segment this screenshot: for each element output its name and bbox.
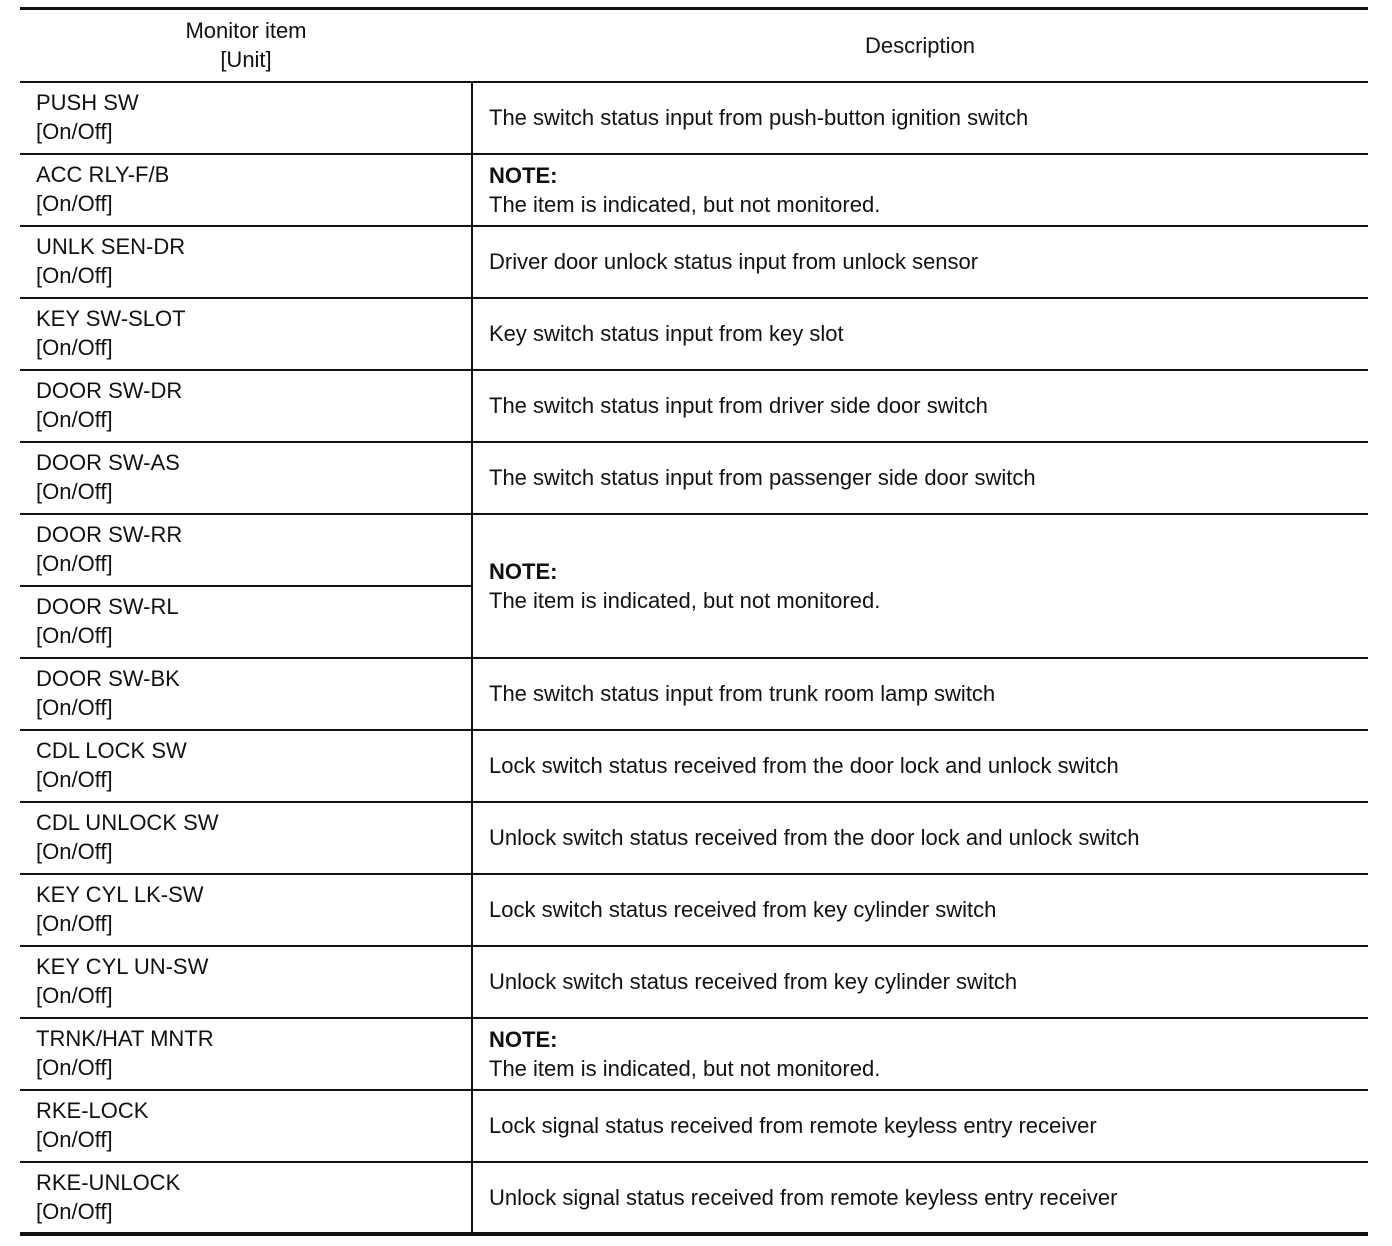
monitor-item-name: DOOR SW-DR (36, 377, 183, 403)
table-row (20, 226, 1368, 298)
monitor-item-name: DOOR SW-AS (36, 449, 180, 475)
monitor-item-unit: [On/Off] (36, 910, 113, 936)
monitor-item-name: RKE-UNLOCK (36, 1169, 181, 1195)
monitor-item-cell (20, 514, 472, 586)
monitor-item-cell (20, 802, 472, 874)
monitor-item-unit: [On/Off] (36, 118, 113, 144)
description-cell: Unlock switch status received from the door lock and unlock switch (472, 802, 1368, 874)
note-label: NOTE: (489, 1026, 558, 1052)
monitor-item-cell (20, 442, 472, 514)
description-cell: The switch status input from driver side door switch (472, 370, 1368, 442)
table-row (20, 658, 1368, 730)
monitor-item-cell (20, 154, 472, 226)
table-row (20, 514, 1368, 586)
monitor-item-name: KEY SW-SLOT (36, 305, 186, 331)
description-cell (472, 154, 1368, 226)
monitor-item-unit: [On/Off] (36, 766, 113, 792)
monitor-item-cell (20, 1090, 472, 1162)
monitor-item-cell (20, 370, 472, 442)
note-label: NOTE: (489, 558, 558, 584)
note-text: The item is indicated, but not monitored. (489, 191, 881, 217)
monitor-item-header-unit: [Unit] (220, 47, 272, 73)
monitor-item-unit: [On/Off] (36, 982, 113, 1008)
monitor-item-cell (20, 730, 472, 802)
table-row (20, 1018, 1368, 1090)
monitor-item-name: KEY CYL LK-SW (36, 881, 204, 907)
monitor-item-cell (20, 1018, 472, 1090)
monitor-item-name: KEY CYL UN-SW (36, 953, 209, 979)
table-row (20, 802, 1368, 874)
description-cell (472, 1018, 1368, 1090)
table-row (20, 874, 1368, 946)
monitor-item-cell (20, 82, 472, 154)
description-cell: Lock signal status received from remote keyless entry receiver (472, 1090, 1368, 1162)
monitor-item-unit: [On/Off] (36, 334, 113, 360)
monitor-item-unit: [On/Off] (36, 550, 113, 576)
monitor-item-unit: [On/Off] (36, 406, 113, 432)
description-cell: Lock switch status received from the door lock and unlock switch (472, 730, 1368, 802)
monitor-item-name: UNLK SEN-DR (36, 233, 186, 259)
monitor-item-unit: [On/Off] (36, 622, 113, 648)
table-row (20, 442, 1368, 514)
table-row (20, 82, 1368, 154)
table-row (20, 1162, 1368, 1234)
table-row (20, 154, 1368, 226)
note-text: The item is indicated, but not monitored. (489, 587, 881, 613)
monitor-item-unit: [On/Off] (36, 1054, 113, 1080)
monitor-item-name: DOOR SW-RR (36, 521, 183, 547)
monitor-item-unit: [On/Off] (36, 262, 113, 288)
monitor-item-unit: [On/Off] (36, 478, 113, 504)
description-cell: Driver door unlock status input from unlock sensor (472, 226, 1368, 298)
monitor-item-unit: [On/Off] (36, 190, 113, 216)
table-row (20, 370, 1368, 442)
monitor-item-cell (20, 874, 472, 946)
monitor-item-table (20, 7, 1368, 1236)
note-text: The item is indicated, but not monitored. (489, 1055, 881, 1081)
table-row (20, 1090, 1368, 1162)
table-row (20, 730, 1368, 802)
monitor-item-name: ACC RLY-F/B (36, 161, 170, 187)
monitor-item-unit: [On/Off] (36, 838, 113, 864)
description-cell-merged (472, 514, 1368, 658)
monitor-item-unit: [On/Off] (36, 1198, 113, 1224)
monitor-item-unit: [On/Off] (36, 1126, 113, 1152)
monitor-item-name: RKE-LOCK (36, 1097, 149, 1123)
description-cell: Unlock signal status received from remote keyless entry receiver (472, 1162, 1368, 1234)
monitor-item-name: DOOR SW-RL (36, 593, 179, 619)
note-label: NOTE: (489, 162, 558, 188)
monitor-item-name: PUSH SW (36, 89, 139, 115)
monitor-item-name: CDL UNLOCK SW (36, 809, 219, 835)
description-cell: The switch status input from push-button ignition switch (472, 82, 1368, 154)
table-row (20, 946, 1368, 1018)
monitor-item-cell (20, 226, 472, 298)
monitor-item-name: DOOR SW-BK (36, 665, 180, 691)
monitor-item-header-title: Monitor item (185, 18, 307, 44)
description-cell: Lock switch status received from key cylinder switch (472, 874, 1368, 946)
monitor-item-cell (20, 1162, 472, 1234)
monitor-item-cell (20, 658, 472, 730)
monitor-item-cell (20, 586, 472, 658)
monitor-item-cell (20, 298, 472, 370)
description-cell: Key switch status input from key slot (472, 298, 1368, 370)
monitor-item-name: CDL LOCK SW (36, 737, 187, 763)
monitor-item-name: TRNK/HAT MNTR (36, 1025, 214, 1051)
monitor-item-unit: [On/Off] (36, 694, 113, 720)
description-cell: The switch status input from passenger side door switch (472, 442, 1368, 514)
monitor-item-cell (20, 946, 472, 1018)
description-cell: The switch status input from trunk room lamp switch (472, 658, 1368, 730)
description-header: Description (472, 9, 1368, 82)
description-cell: Unlock switch status received from key cylinder switch (472, 946, 1368, 1018)
table-header-row (20, 9, 1368, 82)
monitor-item-header (20, 9, 472, 82)
table-row (20, 298, 1368, 370)
